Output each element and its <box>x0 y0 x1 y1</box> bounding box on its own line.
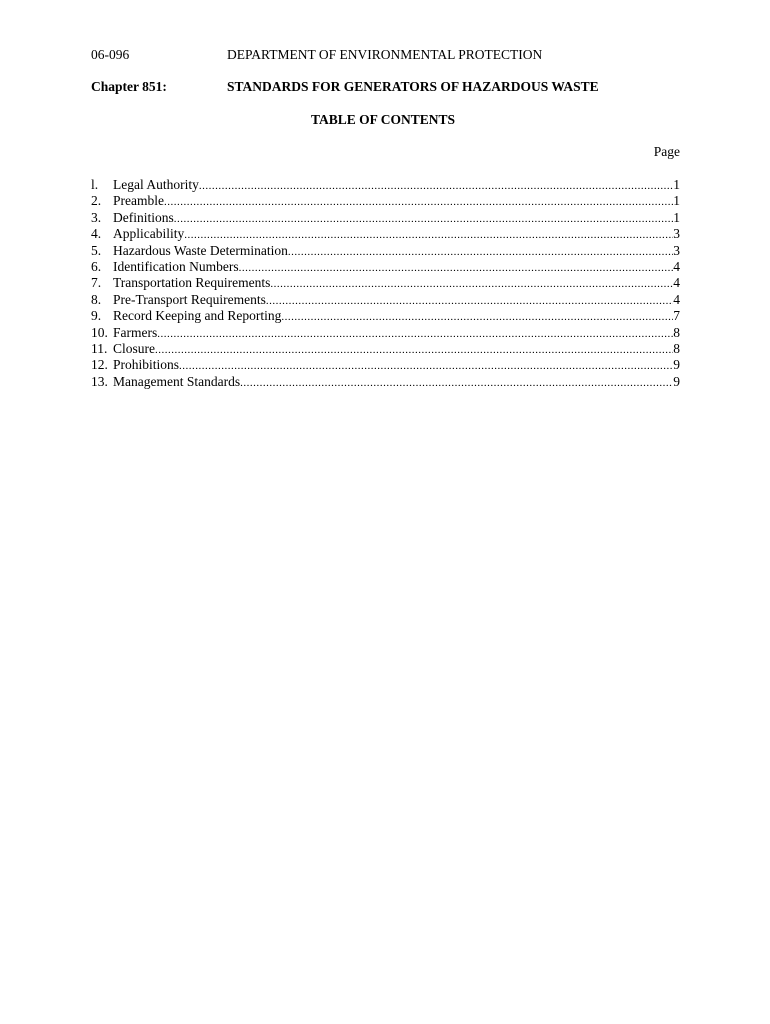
toc-entry-number: 7. <box>91 275 102 291</box>
toc-dot-leader <box>174 211 674 226</box>
toc-dot-leader <box>199 178 673 193</box>
toc-entry-page: 8 <box>673 324 680 340</box>
toc-entry-label: Identification Numbers <box>113 258 239 274</box>
toc-dot-leader <box>240 375 673 390</box>
toc-entry-label: Transportation Requirements <box>113 275 271 291</box>
department-name: DEPARTMENT OF ENVIRONMENTAL PROTECTION <box>227 47 543 62</box>
toc-entry-number: 6. <box>91 258 102 274</box>
toc-dot-leader <box>164 194 673 209</box>
toc-entry-page: 1 <box>673 177 680 192</box>
page-column-heading: Page <box>653 144 680 159</box>
toc-entry <box>91 341 680 357</box>
chapter-title: STANDARDS FOR GENERATORS OF HAZARDOUS WASTE <box>227 79 599 94</box>
toc-entry-label: Management Standards <box>113 373 241 389</box>
toc-entry <box>91 226 680 242</box>
toc-entry-label: Farmers <box>113 324 158 340</box>
toc-entry-page: 4 <box>673 275 680 291</box>
toc-entry-number: 13. <box>91 373 108 389</box>
toc-entry-label: Legal Authority <box>113 177 199 192</box>
toc-entry <box>91 275 680 291</box>
toc-entry-page: 9 <box>673 357 680 373</box>
toc-dot-leader <box>288 244 673 259</box>
document-code: 06-096 <box>91 47 130 62</box>
toc-entry-number: 3. <box>91 209 102 225</box>
toc-entry-page: 1 <box>673 209 680 225</box>
toc-dot-leader <box>155 342 673 357</box>
toc-entry-number: 5. <box>91 242 102 258</box>
toc-entry <box>91 243 680 259</box>
toc-entry-label: Record Keeping and Reporting <box>113 308 282 324</box>
toc-entry-label: Pre-Transport Requirements <box>113 291 266 307</box>
toc-entry-page: 8 <box>673 340 680 356</box>
toc-entry-page: 7 <box>673 308 680 324</box>
toc-dot-leader <box>270 276 673 291</box>
toc-dot-leader <box>239 260 674 275</box>
toc-entry-number: 11. <box>91 340 108 356</box>
toc-entry-label: Preamble <box>113 193 164 209</box>
toc-entry <box>91 308 680 324</box>
toc-dot-leader <box>157 326 673 341</box>
toc-entry <box>91 177 680 193</box>
toc-entry-page: 3 <box>673 242 680 258</box>
toc-dot-leader <box>266 293 673 308</box>
toc-entry-label: Applicability <box>113 226 185 242</box>
toc-entry-page: 1 <box>673 193 680 209</box>
toc-entry-page: 4 <box>673 258 680 274</box>
toc-entry-page: 3 <box>673 226 680 242</box>
toc-entry-page: 4 <box>673 291 680 307</box>
toc-entry <box>91 259 680 275</box>
toc-entry <box>91 357 680 373</box>
toc-entry <box>91 374 680 390</box>
toc-entry-number: 12. <box>91 357 108 373</box>
toc-title: TABLE OF CONTENTS <box>311 112 456 127</box>
toc-entry <box>91 325 680 341</box>
toc-list <box>91 177 680 390</box>
toc-entry-label: Prohibitions <box>113 357 180 373</box>
toc-entry-label: Closure <box>113 340 155 356</box>
toc-entry-number: l. <box>91 177 99 192</box>
toc-entry <box>91 193 680 209</box>
toc-entry-number: 10. <box>91 324 108 340</box>
toc-entry-number: 4. <box>91 226 102 242</box>
chapter-label: Chapter 851: <box>91 79 167 94</box>
toc-entry-page: 9 <box>673 373 680 389</box>
toc-entry-number: 8. <box>91 291 102 307</box>
toc-entry-number: 2. <box>91 193 102 209</box>
toc-dot-leader <box>184 227 673 242</box>
toc-entry <box>91 210 680 226</box>
toc-entry-label: Hazardous Waste Determination <box>113 242 288 258</box>
toc-dot-leader <box>179 358 673 373</box>
toc-entry-label: Definitions <box>113 209 174 225</box>
toc-dot-leader <box>281 309 673 324</box>
toc-entry-number: 9. <box>91 308 102 324</box>
toc-entry <box>91 292 680 308</box>
